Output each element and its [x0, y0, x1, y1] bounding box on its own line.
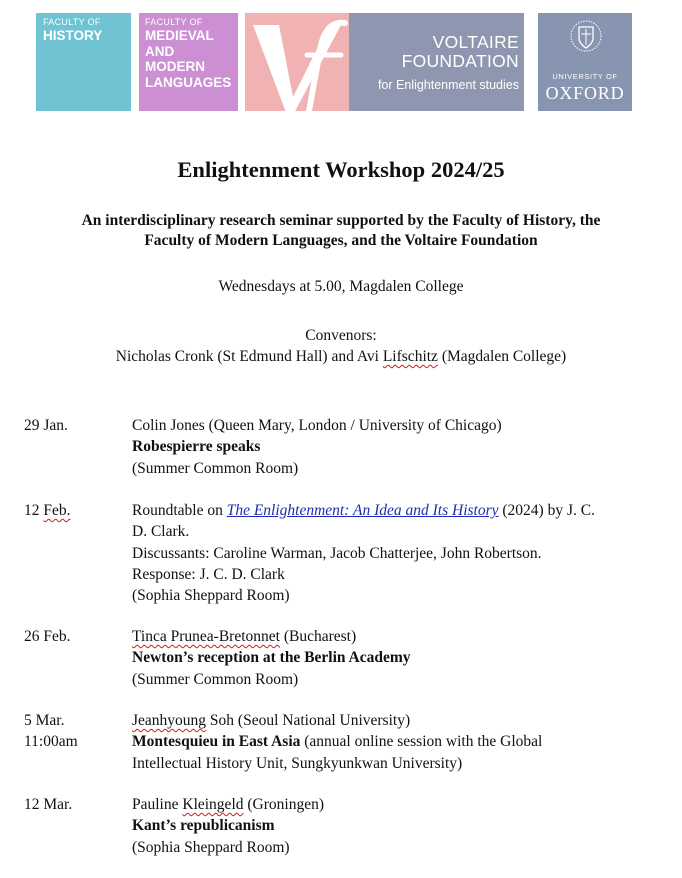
- event-date: [24, 710, 124, 753]
- history-logo-line2: HISTORY: [43, 28, 103, 43]
- event-date: 29 Jan.: [24, 417, 68, 434]
- history-logo-line1: FACULTY OF: [43, 17, 101, 27]
- subtitle-line2: Faculty of Modern Languages, and the Voltaire Foundation: [144, 232, 538, 249]
- event-line3: Intellectual History Unit, Sungkyunkwan University): [132, 754, 463, 772]
- event-venue: (Sophia Sheppard Room): [132, 838, 290, 856]
- event-venue: (Summer Common Room): [132, 459, 299, 477]
- convenors-names: [0, 348, 682, 366]
- speaker-affiliation: (Groningen): [243, 796, 324, 813]
- mml-logo-line3: AND: [145, 43, 175, 59]
- event-date: 26 Feb.: [24, 628, 71, 645]
- event-speaker: Colin Jones (Queen Mary, London / University of Chicago): [132, 417, 502, 434]
- mml-logo-line4: MODERN: [145, 59, 205, 74]
- event-title: Montesquieu in East Asia: [132, 733, 301, 751]
- event-venue: (Sophia Sheppard Room): [132, 587, 290, 605]
- event-body: [132, 794, 677, 858]
- event-date-day: 12: [24, 502, 44, 519]
- event-title: Newton’s reception at the Berlin Academy: [132, 649, 411, 667]
- event-date: [24, 500, 124, 521]
- speaker-name: Tinca Prunea-Bretonnet: [132, 628, 280, 645]
- page-subtitle: [10, 211, 672, 251]
- event-body: [132, 500, 677, 606]
- convenors-text-b: Lifschitz: [382, 348, 438, 365]
- event-title-rest: (annual online session with the Global: [300, 733, 543, 751]
- roundtable-after-book: (2024) by J. C.: [498, 502, 595, 519]
- vf-monogram-icon: [249, 19, 359, 111]
- faculty-of-history-logo: [36, 13, 131, 111]
- event-body: [132, 710, 677, 774]
- event-date: 12 Mar.: [24, 796, 73, 813]
- convenors-text-a: Nicholas Cronk (St Edmund Hall) and Avi: [115, 348, 383, 365]
- roundtable-intro: Roundtable on: [132, 502, 227, 519]
- meeting-info: Wednesdays at 5.00, Magdalen College: [218, 278, 464, 295]
- convenors-label: Convenors:: [305, 327, 377, 344]
- vf-name-line1: VOLTAIRE: [432, 32, 519, 52]
- event-title-line: [132, 731, 677, 752]
- event-date-month: Feb.: [43, 502, 71, 519]
- oxford-logo-line1: UNIVERSITY OF: [552, 72, 618, 81]
- event-time: 11:00am: [24, 733, 78, 751]
- book-title-link[interactable]: The Enlightenment: An Idea and Its History: [226, 502, 499, 519]
- event-response: Response: J. C. D. Clark: [132, 565, 285, 583]
- oxford-crest-icon: [570, 19, 602, 53]
- vf-tagline: for Enlightenment studies: [377, 78, 519, 92]
- event-date-day: 5 Mar.: [24, 712, 65, 729]
- convenors-text-c: (Magdalen College): [437, 348, 567, 365]
- event-title: Kant’s republicanism: [132, 817, 275, 835]
- event-speaker: [132, 794, 677, 815]
- event-venue: (Summer Common Room): [132, 670, 299, 688]
- event-discussants: Discussants: Caroline Warman, Jacob Chatterjee, John Robertson.: [132, 544, 542, 562]
- vf-name: [361, 33, 519, 71]
- oxford-logo-line2: OXFORD: [545, 83, 625, 103]
- page-title: Enlightenment Workshop 2024/25: [177, 157, 505, 182]
- event-body: [132, 415, 677, 479]
- vf-name-line2: FOUNDATION: [401, 51, 519, 71]
- event-title: Robespierre speaks: [132, 438, 261, 456]
- mml-logo-line1: FACULTY OF: [145, 17, 203, 27]
- speaker-rest: Soh (Seoul National University): [206, 712, 411, 729]
- event-body: [132, 626, 677, 690]
- mml-logo-line2: MEDIEVAL: [145, 28, 214, 43]
- speaker-surname: Kleingeld: [182, 796, 244, 813]
- event-speaker: [132, 626, 677, 647]
- event-roundtable-line: [132, 500, 677, 521]
- mml-logo-line5: LANGUAGES: [145, 74, 232, 90]
- speaker-first-name: Pauline: [132, 796, 183, 813]
- speaker-first-name: Jeanhyoung: [132, 712, 207, 729]
- speaker-affiliation: (Bucharest): [279, 628, 357, 645]
- university-of-oxford-logo: [538, 13, 632, 111]
- voltaire-foundation-logo: [245, 13, 524, 111]
- subtitle-line1: An interdisciplinary research seminar supported by the Faculty of History, the: [81, 212, 601, 229]
- event-speaker: [132, 710, 677, 731]
- faculty-of-languages-logo: [139, 13, 238, 111]
- event-line2: D. Clark.: [132, 523, 190, 541]
